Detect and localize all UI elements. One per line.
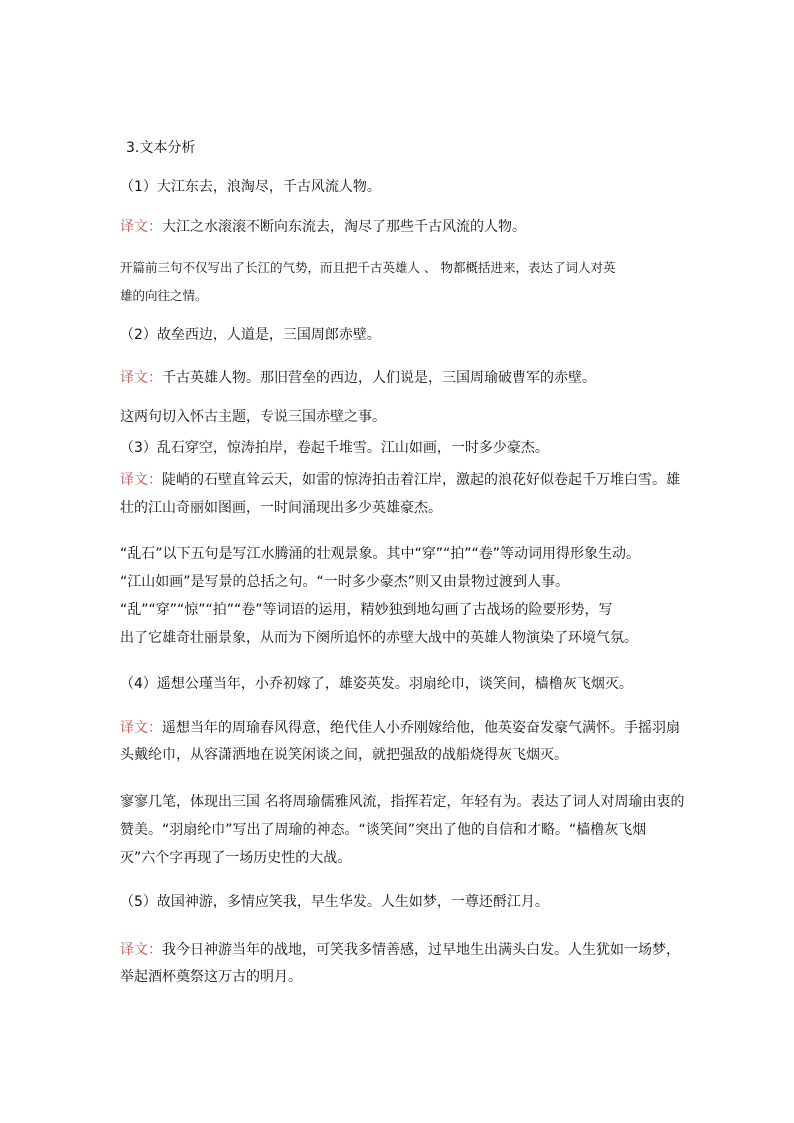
translation-label: 译文： [120, 942, 162, 958]
verse-line-1: （1）大江东去，浪淘尽，千古风流人物。 [120, 179, 381, 195]
translation-2 [120, 369, 596, 387]
verse-line-5: （5）故国神游，多情应笑我，早生华发。人生如梦，一尊还酹江月。 [120, 894, 549, 910]
translation-text: 我今日神游当年的战地，可笑我多情善感，过早地生出满头白发。人生犹如一场梦， [162, 942, 680, 958]
translation-1 [120, 218, 526, 236]
analysis-4-line-3: 灭”六个字再现了一场历史性的大战。 [120, 850, 352, 866]
analysis-4-line-2: 赞美。“羽扇纶巾”写出了周瑜的神态。“谈笑间”突出了他的自信和才略。“樯橹灰飞烟 [120, 822, 647, 838]
analysis-3-line-3: “乱”“穿”“惊”“拍”“卷”等词语的运用，精妙独到地勾画了古战场的险要形势，写 [120, 602, 613, 618]
section-heading: 3.文本分析 [126, 140, 196, 156]
verse-line-4: （4）遥想公瑾当年，小乔初嫁了，雄姿英发。羽扇纶巾，谈笑间，樯橹灰飞烟灭。 [120, 676, 633, 692]
analysis-4-line-1: 寥寥几笔，体现出三国 名将周瑜儒雅风流，指挥若定，年轻有为。表达了词人对周瑜由衷的 [120, 794, 685, 810]
analysis-1-line-2: 雄的向往之情。 [120, 288, 208, 303]
translation-text: 遥想当年的周瑜春风得意，绝代佳人小乔刚嫁给他，他英姿奋发豪气满怀。手摇羽扇 [162, 720, 680, 736]
translation-4-line-1 [120, 719, 680, 737]
translation-label: 译文： [120, 219, 162, 235]
translation-text: 千古英雄人物。那旧营垒的西边，人们说是，三国周瑜破曹军的赤壁。 [162, 370, 596, 386]
translation-3-line-1 [120, 471, 680, 489]
translation-label: 译文： [120, 370, 162, 386]
translation-label: 译文： [120, 720, 162, 736]
analysis-3-line-2: “江山如画”是写景的总括之句。“一时多少豪杰”则又由景物过渡到人事。 [120, 574, 570, 590]
translation-text: 大江之水滚滚不断向东流去，淘尽了那些千古风流的人物。 [162, 219, 526, 235]
translation-4-line-2: 头戴纶巾，从容潇洒地在说笑闲谈之间，就把强敌的战船烧得灰飞烟灭。 [120, 747, 568, 763]
analysis-1-line-1: 开篇前三句不仅写出了长江的气势，而且把千古英雄人 、 物都概括进来，表达了词人对英 [120, 260, 616, 275]
verse-line-2: （2）故垒西边，人道是，三国周郎赤壁。 [120, 327, 381, 343]
translation-3-line-2: 壮的江山奇丽如图画，一时间涌现出多少英雄豪杰。 [120, 500, 442, 516]
verse-line-3: （3）乱石穿空，惊涛拍岸，卷起千堆雪。江山如画，一时多少豪杰。 [120, 440, 549, 456]
translation-5-line-2: 举起酒杯奠祭这万古的明月。 [120, 969, 302, 985]
translation-label: 译文： [120, 472, 162, 488]
analysis-2: 这两句切入怀古主题，专说三国赤壁之事。 [120, 409, 386, 425]
analysis-3-line-1: “乱石”以下五句是写江水腾涌的壮观景象。其中“穿”“拍”“卷”等动词用得形象生动。 [120, 546, 641, 562]
translation-text: 陡峭的石壁直耸云天，如雷的惊涛拍击着江岸，激起的浪花好似卷起千万堆白雪。雄 [162, 472, 680, 488]
translation-5-line-1 [120, 941, 680, 959]
analysis-3-line-4: 出了它雄奇壮丽景象，从而为下阕所追怀的赤壁大战中的英雄人物演染了环境气氛。 [120, 630, 638, 646]
